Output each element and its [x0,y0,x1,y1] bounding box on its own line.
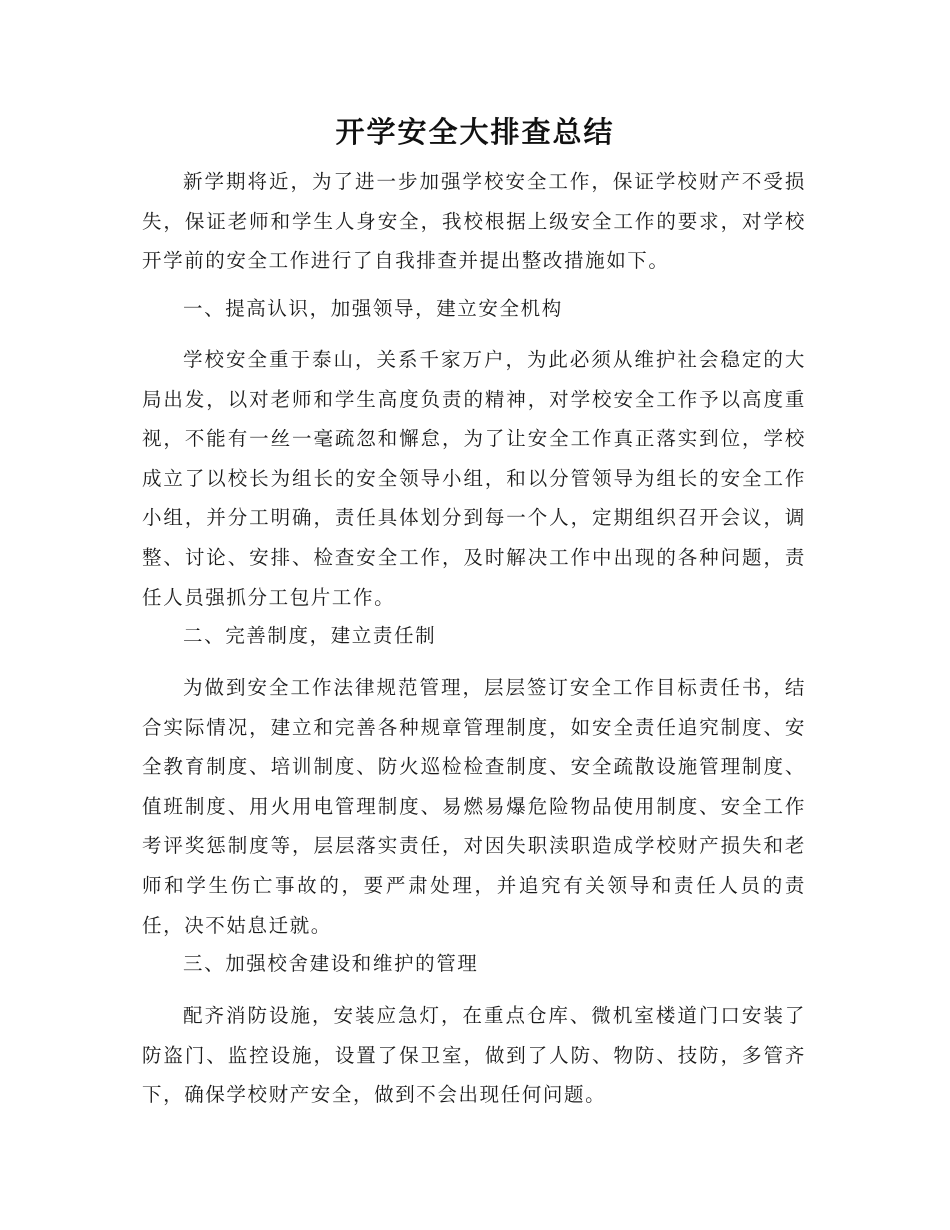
section-heading-1: 一、提高认识，加强领导，建立安全机构 [183,297,563,320]
document-title: 开学安全大排查总结 [335,115,615,149]
intro-paragraph: 新学期将近，为了进一步加强学校安全工作，保证学校财产不受损失，保证老师和学生人身安全，我校根据上级安全工作的要求，对学校开学前的安全工作进行了自我排查并提出整改措施如下。 [142,170,806,273]
section-body-2: 为做到安全工作法律规范管理，层层签订安全工作目标责任书，结合实际情况，建立和完善各种规章管理制度，如安全责任追究制度、安全教育制度、培训制度、防火巡检检查制度、安全疏散设施管理制度、值班制度、用火用电管理制度、易燃易爆危险物品使用制度、安全工作考评奖惩制度等，层层落实责任，对因失职渎职造成学校财产损失和老师和学生伤亡事故的，要严肃处理，并追究有关领导和责任人员的责任，决不姑息迁就。 [142,676,806,937]
section-body-3: 配齐消防设施，安装应急灯，在重点仓库、微机室楼道门口安装了防盗门、监控设施，设置了保卫室，做到了人防、物防、技防，多管齐下，确保学校财产安全，做到不会出现任何问题。 [142,1004,806,1107]
section-heading-2: 二、完善制度，建立责任制 [183,624,437,647]
section-heading-3: 三、加强校舍建设和维护的管理 [183,952,479,975]
section-body-1: 学校安全重于泰山，关系千家万户，为此必须从维护社会稳定的大局出发，以对老师和学生高度负责的精神，对学校安全工作予以高度重视，不能有一丝一毫疏忽和懈怠，为了让安全工作真正落实到位，学校成立了以校长为组长的安全领导小组，和以分管领导为组长的安全工作小组，并分工明确，责任具体划分到每一个人，定期组织召开会议，调整、讨论、安排、检查安全工作，及时解决工作中出现的各种问题，责任人员强抓分工包片工作。 [142,348,806,609]
